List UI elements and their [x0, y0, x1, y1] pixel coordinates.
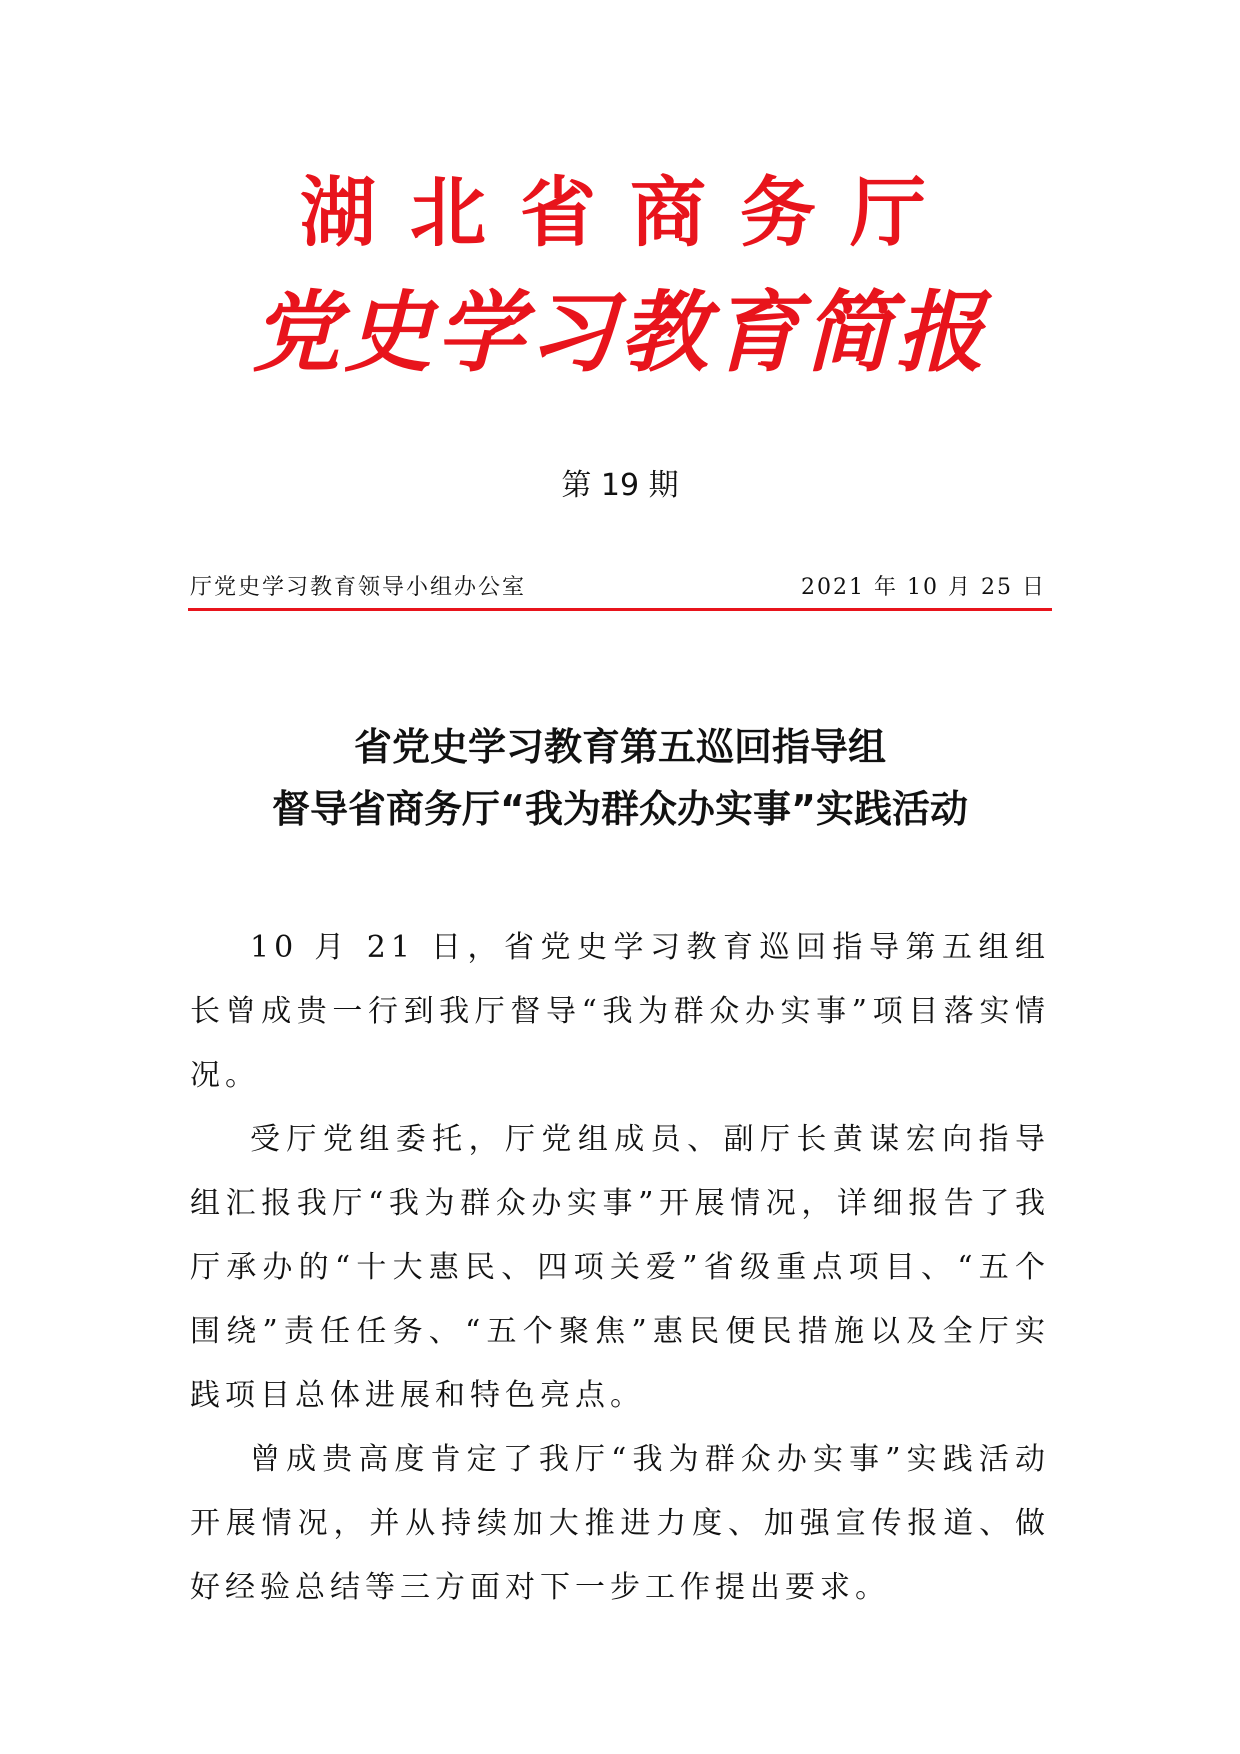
- issue-date: 2021 年 10 月 25 日: [801, 575, 1046, 600]
- headline-line-1: 省党史学习教育第五巡回指导组: [353, 725, 886, 769]
- body-paragraph-2: 受厅党组委托，厅党组成员、副厅长黄谋宏向指导组汇报我厅“我为群众办实事”开展情况，详细报告了我厅承办的“十大惠民、四项关爱”省级重点项目、“五个围绕”责任任务、“五个聚焦”惠民便民措施以及全厅实践项目总体进展和特色亮点。: [190, 1122, 1050, 1413]
- headline-line-2: 督导省商务厅“我为群众办实事”实践活动: [272, 787, 968, 831]
- body-paragraph-3: 曾成贵高度肯定了我厅“我为群众办实事”实践活动开展情况，并从持续加大推进力度、加强宣传报道、做好经验总结等三方面对下一步工作提出要求。: [190, 1442, 1050, 1605]
- meta-row: [190, 570, 1050, 610]
- masthead-title: 湖北省商务厅: [300, 168, 960, 257]
- masthead-subtitle: 党史学习教育简报: [251, 280, 988, 384]
- red-divider: [188, 608, 1052, 611]
- body-paragraph-1: 10 月 21 日，省党史学习教育巡回指导第五组组长曾成贵一行到我厅督导“我为群众办实事”项目落实情况。: [190, 930, 1050, 1093]
- issue-number: 第 19 期: [561, 468, 679, 503]
- article-headline: [0, 716, 1240, 840]
- article-body: [190, 916, 1050, 1620]
- issuer-office: 厅党史学习教育领导小组办公室: [190, 575, 527, 600]
